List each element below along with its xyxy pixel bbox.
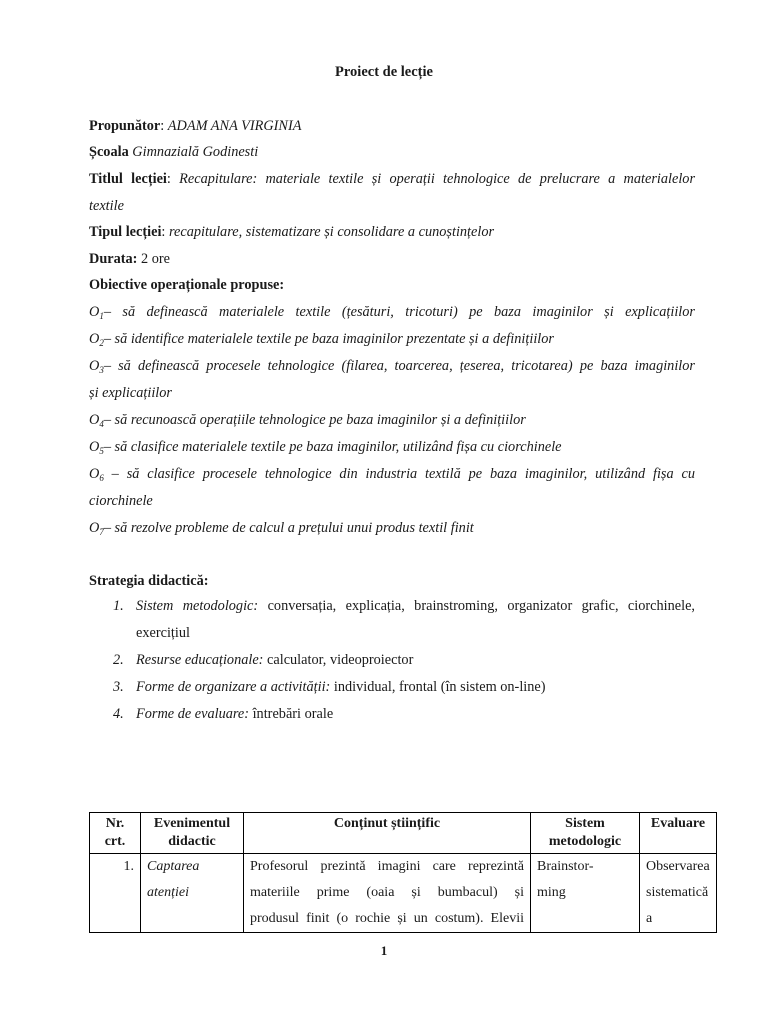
titlu-line: Titlul lecției: Recapitulare: materiale textile și operații tehnologice de prelucrare a materialelor: [89, 171, 696, 187]
table-row: [90, 854, 717, 933]
objective-5: $O_5-$ să clasifice materialele textile pe baza imaginilor, utilizând fișa cu ciorchinele: [89, 439, 562, 456]
durata-value: 2 ore: [141, 251, 171, 267]
cell-evaluare: Observarea sistematică a: [640, 854, 717, 933]
header-eveniment: Evenimentul didactic: [141, 813, 244, 854]
objective-1: $O_1-$ să definească materialele textile (țesături, tricoturi) pe baza imaginilor și explicațiilor: [89, 304, 695, 321]
objective-7: $O_7-$ să rezolve probleme de calcul a prețului unui produs textil finit: [89, 520, 474, 537]
objective-3: $O_3-$ să definească procesele tehnologice (filarea, toarcerea, țeserea, tricotarea) pe baza imaginilor: [89, 358, 695, 375]
scoala-line: [89, 142, 258, 162]
header-sistem: Sistem metodologic: [531, 813, 640, 854]
header-continut: Conținut științific: [244, 813, 531, 854]
cell-sistem: Brainstor- ming: [531, 854, 640, 933]
titlu-label: Titlul lecției: [89, 171, 167, 187]
propunator-label: Propunător: [89, 118, 161, 134]
propunator-value: ADAM ANA VIRGINIA: [167, 118, 302, 134]
tipul-line: Tipul lecției: recapitulare, sistematizare și consolidare a cunoștințelor: [89, 224, 495, 240]
titlu-value: Recapitulare: materiale textile și operații tehnologice de prelucrare a materialelor: [179, 171, 696, 187]
objective-2: $O_2-$ să identifice materialele textile pe baza imaginilor prezentate și a definițiilor: [89, 331, 554, 348]
header-nr: Nr. crt.: [90, 813, 141, 854]
objectives-heading: Obiective operaționale propuse:: [89, 277, 285, 293]
titlu-line-2: textile: [89, 198, 124, 214]
objective-3-cont: și explicațiilor: [89, 385, 172, 401]
tipul-value: recapitulare, sistematizare și consolidare a cunoștințelor: [168, 224, 495, 240]
table-header-row: [90, 813, 717, 854]
scoala-label: Școala: [89, 144, 129, 160]
cell-continut: Profesorul prezintă imagini care reprezintă materiile prime (oaia și bumbacul) și produsul finit (o rochie și un costum). Elevii: [244, 854, 531, 933]
cell-nr: 1.: [90, 854, 141, 933]
durata-label: Durata:: [89, 251, 138, 267]
header-evaluare: Evaluare: [640, 813, 717, 854]
objective-6: $O_6$ – să clasifice procesele tehnologice din industria textilă pe baza imaginilor, utilizând fișa cu: [89, 466, 695, 483]
document-page: Proiect de lecție Propunător: ADAM ANA VIRGINIA Școala Gimnazială Godinesti Titlul lecției: Recapitulare: materiale textile și operații tehnologice de prelucrare a materialelor textile Tipul lecției: recapitulare, sistematizare și consolidare a cunoștințelor Durata: 2 ore Obiective operaționale propuse: $O_1-$ să definească materialele textile (țesături, tricoturi) pe baza imaginilor și explicațiilor $O_2-$ să identifice materialele textile pe baza imaginilor prezentate și a definițiilor $O_3-$ să definească procesele tehnologice (filarea, toarcerea, țeserea, tricotarea) pe baza imaginilor și explicațiilor $O_4-$ să recunoască operațiile tehnologice pe baza imaginilor și a definițiilor $O_5-$ să clasifice materialele textile pe baza imaginilor, utilizând fișa cu ciorchinele $O_6$ – să clasifice procesele tehnologice din industria textilă pe baza imaginilor, utilizând fișa cu ciorchinele $O_7-$ să rezolve probleme de calcul a prețului unui produs textil finit Strategia didactică: 1. Sistem metodologic: conversația, explicația, brainstroming, organizator grafic, ciorchinele, exercițiul 2. Resurse educaționale: calculator, videoproiector 3. Forme de organizare a activității: individual, frontal (în sistem on-line) 4. Forme de evaluare: întrebări orale Nr. crt. Evenimentul didactic Conținut științific Sistem metodologic Evaluare 1. Captarea atenției Profesorul prezintă imagini care reprezintă materiile prime (oaia și bumbacul) și produsul finit (o rochie și un costum). Elevii Brainstor- ming Observarea sistematică a 1: [0, 0, 768, 1024]
lesson-table: [89, 812, 717, 933]
objective-4: $O_4-$ să recunoască operațiile tehnologice pe baza imaginilor și a definițiilor: [89, 412, 526, 429]
tipul-label: Tipul lecției: [89, 224, 162, 240]
cell-eveniment: Captarea atenției: [141, 854, 244, 933]
scoala-value: Gimnazială Godinesti: [132, 144, 259, 160]
durata-line: [89, 249, 170, 269]
page-title: Proiect de lecție: [335, 64, 433, 80]
page-number: 1: [380, 943, 388, 958]
strategy-heading: Strategia didactică:: [89, 573, 209, 589]
objective-6-cont: ciorchinele: [89, 493, 153, 509]
propunator-line: Propunător: ADAM ANA VIRGINIA: [89, 118, 302, 134]
